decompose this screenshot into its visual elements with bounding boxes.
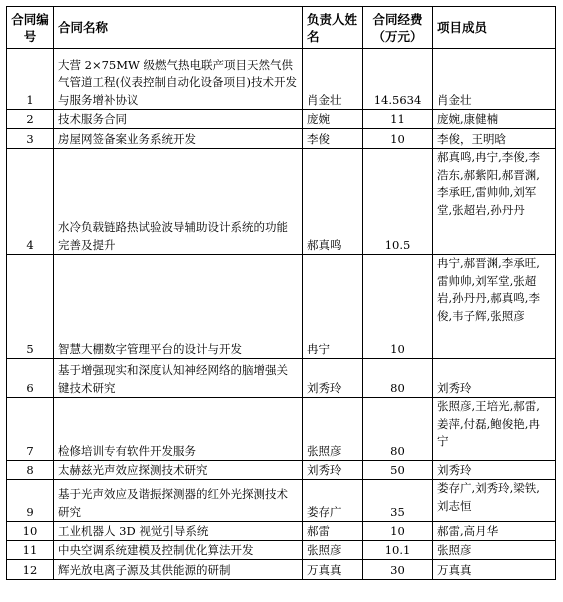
row-members: 万真真 <box>433 560 556 580</box>
row-members: 张照彦,王培光,郝雷,姜萍,付磊,鲍俊艳,冉宁 <box>433 398 556 461</box>
table-row <box>7 541 556 560</box>
header-project-members: 项目成员 <box>433 7 556 49</box>
row-leader: 万真真 <box>303 560 363 580</box>
row-contract-name: 大营 2×75MW 级燃气热电联产项目天然气供气管道工程(仪表控制自动化设备项目)技术开发与服务增补协议 <box>54 49 303 110</box>
row-members: 张照彦 <box>433 541 556 560</box>
table-row <box>7 359 556 398</box>
row-no: 4 <box>7 149 54 255</box>
row-funds: 80 <box>363 359 433 398</box>
row-funds: 11 <box>363 110 433 129</box>
table-row <box>7 255 556 359</box>
table-row <box>7 149 556 255</box>
table-row <box>7 522 556 541</box>
row-funds: 35 <box>363 480 433 522</box>
row-members: 郝真鸣,冉宁,李俊,李浩东,郝紫阳,郝晋渊,李承旺,雷帅帅,刘军堂,张超岩,孙丹丹 <box>433 149 556 255</box>
row-no: 8 <box>7 461 54 480</box>
table-row <box>7 461 556 480</box>
row-no: 12 <box>7 560 54 580</box>
header-row <box>7 7 556 49</box>
row-leader: 刘秀玲 <box>303 359 363 398</box>
row-members: 李俊，王明晗 <box>433 129 556 149</box>
row-no: 2 <box>7 110 54 129</box>
contracts-table <box>6 6 556 580</box>
row-leader: 刘秀玲 <box>303 461 363 480</box>
header-contract-no: 合同编号 <box>7 7 54 49</box>
header-contract-name: 合同名称 <box>54 7 303 49</box>
row-contract-name: 辉光放电离子源及其供能源的研制 <box>54 560 303 580</box>
row-contract-name: 智慧大棚数字管理平台的设计与开发 <box>54 255 303 359</box>
row-leader: 张照彦 <box>303 541 363 560</box>
row-members: 肖金壮 <box>433 49 556 110</box>
row-no: 3 <box>7 129 54 149</box>
row-funds: 10 <box>363 522 433 541</box>
row-no: 11 <box>7 541 54 560</box>
row-funds: 50 <box>363 461 433 480</box>
row-funds: 14.5634 <box>363 49 433 110</box>
row-contract-name: 太赫兹光声效应探测技术研究 <box>54 461 303 480</box>
row-contract-name: 基于增强现实和深度认知神经网络的脑增强关键技术研究 <box>54 359 303 398</box>
row-no: 10 <box>7 522 54 541</box>
header-contract-funds: 合同经费（万元） <box>363 7 433 49</box>
row-funds: 80 <box>363 398 433 461</box>
row-leader: 冉宁 <box>303 255 363 359</box>
table-row <box>7 129 556 149</box>
row-members: 郝雷,高月华 <box>433 522 556 541</box>
row-contract-name: 技术服务合同 <box>54 110 303 129</box>
row-members: 冉宁,郝晋渊,李承旺,雷帅帅,刘军堂,张超岩,孙丹丹,郝真鸣,李俊,韦子辉,张照彦 <box>433 255 556 359</box>
row-contract-name: 工业机器人 3D 视觉引导系统 <box>54 522 303 541</box>
row-members: 刘秀玲 <box>433 359 556 398</box>
row-leader: 肖金壮 <box>303 49 363 110</box>
table-row <box>7 480 556 522</box>
row-funds: 10 <box>363 129 433 149</box>
row-funds: 10.1 <box>363 541 433 560</box>
row-members: 娄存广,刘秀玲,梁铁,刘志恒 <box>433 480 556 522</box>
row-funds: 30 <box>363 560 433 580</box>
row-no: 9 <box>7 480 54 522</box>
row-no: 6 <box>7 359 54 398</box>
table-row <box>7 398 556 461</box>
row-contract-name: 中央空调系统建模及控制优化算法开发 <box>54 541 303 560</box>
table-row <box>7 110 556 129</box>
row-leader: 郝雷 <box>303 522 363 541</box>
row-leader: 郝真鸣 <box>303 149 363 255</box>
row-leader: 张照彦 <box>303 398 363 461</box>
row-members: 刘秀玲 <box>433 461 556 480</box>
row-contract-name: 基于光声效应及谐振探测器的红外光探测技术研究 <box>54 480 303 522</box>
row-no: 5 <box>7 255 54 359</box>
table-row <box>7 49 556 110</box>
row-leader: 庞婉 <box>303 110 363 129</box>
row-no: 1 <box>7 49 54 110</box>
row-leader: 娄存广 <box>303 480 363 522</box>
row-funds: 10.5 <box>363 149 433 255</box>
row-no: 7 <box>7 398 54 461</box>
row-members: 庞婉,康健楠 <box>433 110 556 129</box>
row-leader: 李俊 <box>303 129 363 149</box>
table-row <box>7 560 556 580</box>
row-contract-name: 检修培训专有软件开发服务 <box>54 398 303 461</box>
header-leader-name: 负责人姓名 <box>303 7 363 49</box>
row-funds: 10 <box>363 255 433 359</box>
row-contract-name: 房屋网签备案业务系统开发 <box>54 129 303 149</box>
row-contract-name: 水冷负载链路热试验波导辅助设计系统的功能完善及提升 <box>54 149 303 255</box>
